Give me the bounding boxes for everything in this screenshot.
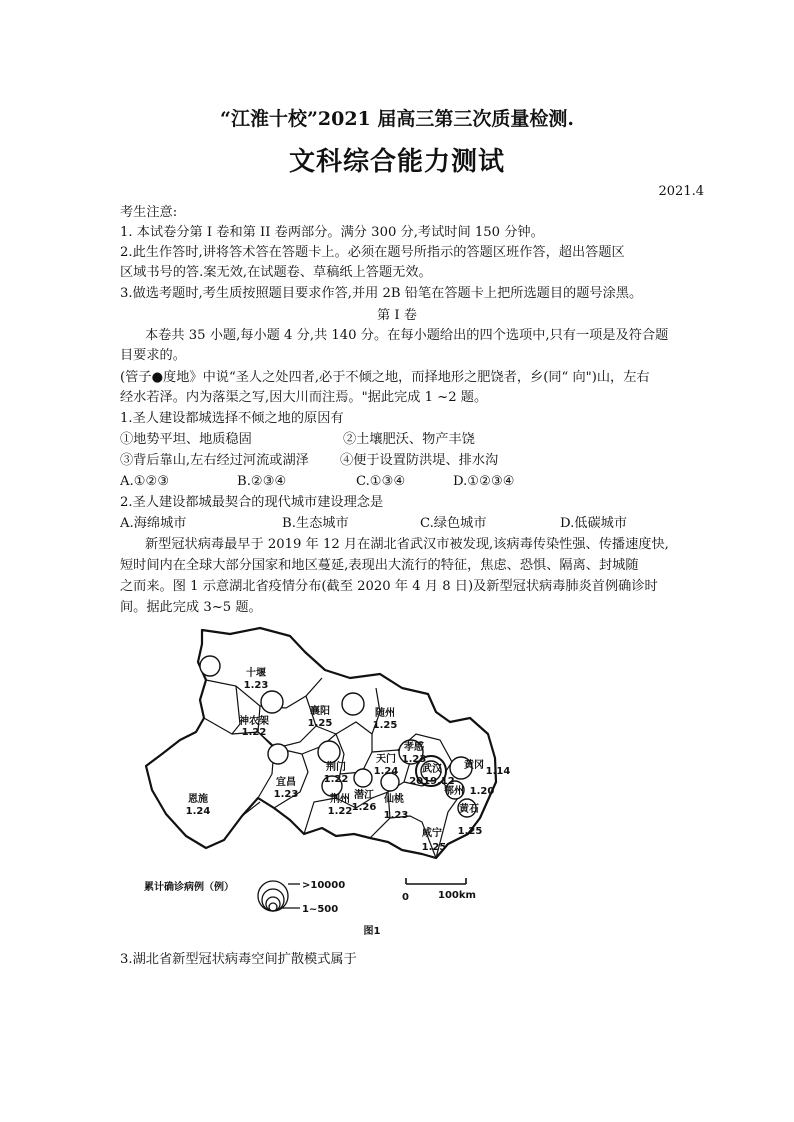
notice-line-1: 1. 本试卷分第 I 卷和第 II 卷两部分。满分 300 分,考试时间 150 分钟。 (120, 225, 544, 240)
yichang-marker (268, 744, 288, 764)
legend-min-label: 1~500 (302, 904, 339, 915)
figure-label: 图1 (363, 926, 381, 937)
q1-option-2: ②土壤肥沃、物产丰饶 (343, 432, 475, 447)
passage2-line-2: 短时间内在全球大部分国家和地区蔓延,表现出大流行的特征，焦虑、恐惧、隔离、封城随 (120, 558, 639, 573)
notice-line-4: 3.做选考题时,考生质按照题目要求作答,并用 2B 铅笔在答题卡上把所选题目的题号涂黑。 (120, 286, 643, 301)
section-intro-2: 目要求的。 (120, 348, 186, 363)
city-label-enshi: 恩施 (188, 794, 208, 805)
city-value-tianmen: 1.24 (373, 766, 399, 777)
q1-choice-b: B.②③④ (237, 474, 287, 489)
city-label-huanggang: 黄冈 (464, 760, 484, 771)
legend-max-label: >10000 (302, 880, 346, 891)
passage2-line-1: 新型冠状病毒最早于 2019 年 12 月在湖北省武汉市被发现,该病毒传染性强、传播速度快, (145, 537, 669, 552)
city-value-huanggang: 1.14 (485, 766, 511, 777)
province-outline (146, 628, 496, 858)
city-label-shiyan: 十堰 (246, 668, 266, 679)
q1-option-3: ③背后靠山,左右经过河流或湖泽 (120, 453, 309, 468)
q1-choice-c: C.①③④ (356, 474, 406, 489)
q2-stem: 2.圣人建设都城最契合的现代城市建设理念是 (120, 495, 384, 510)
qianjiang-marker (354, 769, 372, 787)
hubei-map-figure (140, 622, 540, 940)
city-label-huangshi: 黄石 (459, 804, 479, 815)
notice-line-3: 区域书号的答.案无效,在试题卷、草稿纸上答题无效。 (120, 265, 432, 280)
notice-line-2: 2.此生作答时,讲将答术答在答题卡上。必须在题号所指示的答题区班作答，超出答题区 (120, 245, 625, 260)
passage2-line-4: 间。据此完成 3~5 题。 (120, 600, 262, 615)
q1-option-4: ④便于设置防洪堤、排水沟 (340, 453, 499, 468)
passage1-line-1: (管子●度地》中说“圣人之处四者,必于不倾之地，而择地形之肥饶者，乡(同“ 向")山，左右 (120, 370, 650, 385)
city-value-xiangyang: 1.25 (307, 718, 333, 729)
city-value-xiantao: 1.23 (383, 810, 409, 821)
q2-choice-b: B.生态城市 (282, 516, 349, 531)
scale-label: 100km (438, 890, 476, 901)
city-label-qianjiang: 潜江 (354, 790, 374, 801)
city-label-ezhou: 鄂州 (444, 786, 464, 797)
q2-choice-d: D.低碳城市 (560, 516, 628, 531)
city-value-ezhou: 1.20 (469, 786, 495, 797)
city-label-suizhou: 随州 (375, 708, 395, 719)
city-label-yichang: 宜昌 (276, 777, 296, 788)
jingmen-marker (318, 741, 340, 763)
city-label-shennongjia: 神农架 (239, 716, 269, 727)
city-value-xiaogan: 1.23 (401, 754, 427, 765)
city-label-xiaogan: 孝感 (404, 742, 424, 753)
city-label-xianning: 咸宁 (422, 828, 442, 839)
notice-heading: 考生注意: (120, 205, 178, 220)
section-intro-1: 本卷共 35 小题,每小题 4 分,共 140 分。在每小题给出的四个选项中,只有一项是及符合题 (145, 328, 669, 343)
city-value-huangshi: 1.25 (457, 826, 483, 837)
city-value-wuhan: 2019.12 (409, 776, 455, 787)
city-value-suizhou: 1.25 (372, 720, 398, 731)
city-value-shennongjia: 1.22 (241, 727, 267, 738)
q1-stem: 1.圣人建设都城选择不倾之地的原因有 (120, 411, 344, 426)
legend-circles (258, 881, 300, 911)
city-label-xiangyang: 襄阳 (310, 706, 330, 717)
city-label-tianmen: 天门 (376, 754, 396, 765)
q3-stem: 3.湖北省新型冠状病毒空间扩散模式属于 (120, 952, 357, 967)
city-value-yichang: 1.23 (273, 789, 299, 800)
section-title: 第 I 卷 (377, 308, 417, 323)
passage1-line-2: 经水若泽。内为落渠之写,因大川而注焉。"据此完成 1 ~2 题。 (120, 390, 488, 405)
q1-option-1: ①地势平坦、地质稳固 (120, 432, 252, 447)
passage2-line-3: 之而来。图 1 示意湖北省疫情分布(截至 2020 年 4 月 8 日)及新型冠状病毒肺炎首例确诊时 (120, 579, 658, 594)
suizhou-marker (342, 693, 364, 715)
hubei-map (140, 622, 540, 940)
exam-subtitle: 文科综合能力测试 (288, 147, 505, 177)
city-value-jingmen: 1.22 (323, 774, 349, 785)
city-value-enshi: 1.24 (185, 806, 211, 817)
legend-circle-smallest (269, 903, 277, 911)
legend-title: 累计确诊病例（例） (144, 882, 234, 893)
city-value-qianjiang: 1.26 (351, 802, 377, 813)
q2-choice-c: C.绿色城市 (420, 516, 487, 531)
scale-zero: 0 (402, 892, 409, 903)
q1-choice-a: A.①②③ (120, 474, 170, 489)
exam-title: “江淮十校”2021 届高三第三次质量检测. (220, 108, 574, 130)
exam-date: 2021.4 (658, 184, 704, 199)
city-value-shiyan: 1.23 (243, 680, 269, 691)
city-value-jingzhou: 1.22 (327, 806, 353, 817)
legend-circle-small (266, 897, 280, 911)
city-label-jingmen: 荆门 (326, 762, 346, 773)
city-label-xiantao: 仙桃 (384, 794, 404, 805)
xiangyang-marker (261, 691, 283, 713)
city-label-wuhan: 武汉 (422, 764, 442, 775)
q2-choice-a: A.海绵城市 (120, 516, 187, 531)
city-value-xianning: 1.25 (421, 842, 447, 853)
shiyan-marker (200, 656, 220, 676)
city-label-jingzhou: 荆州 (330, 794, 350, 805)
q1-choice-d: D.①②③④ (453, 474, 515, 489)
scale-bar (406, 878, 466, 884)
